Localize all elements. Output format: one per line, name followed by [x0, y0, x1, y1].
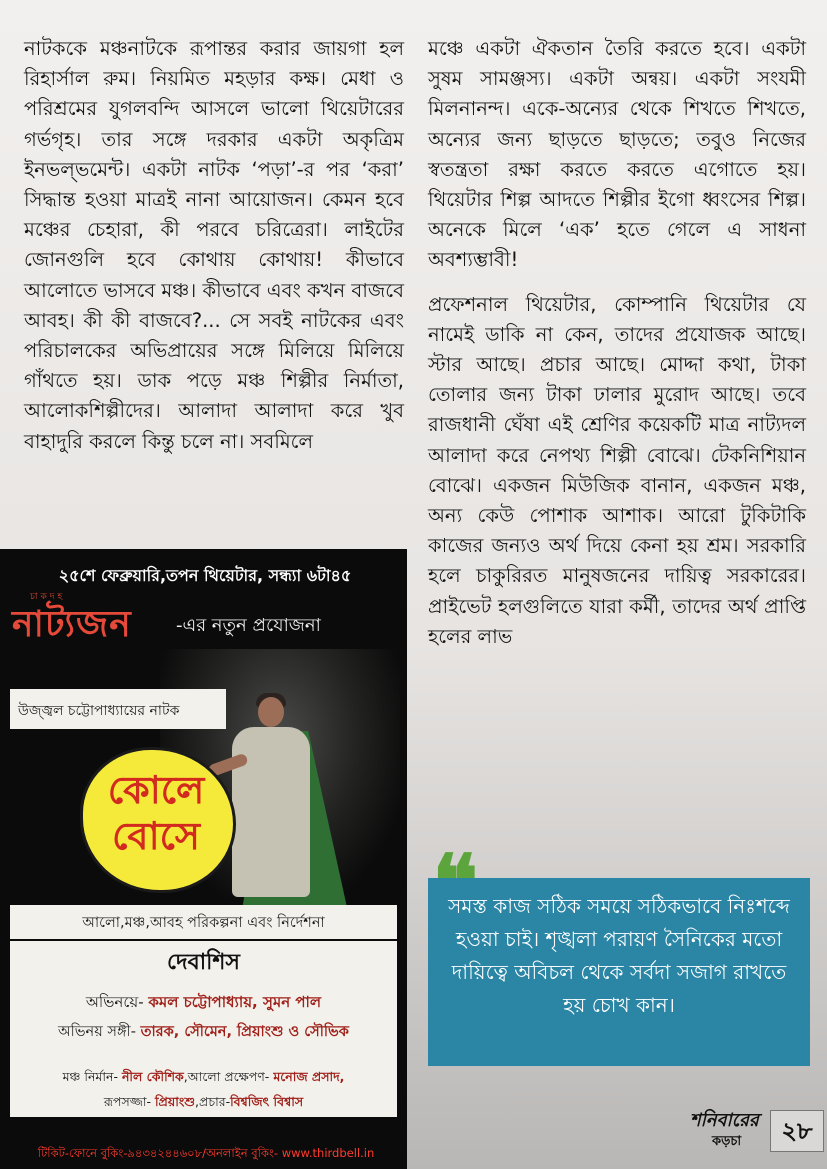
stage-name: নীল কৌশিক: [121, 1069, 184, 1084]
page-number: ২৮: [770, 1110, 824, 1152]
poster-director: দেবাশিস: [167, 950, 240, 975]
actress-figure-head: [258, 697, 284, 727]
light-name: মনোজ প্রসাদ,: [273, 1069, 345, 1084]
support-names: তারক, সৌমেন, প্রিয়াংশু ও সৌভিক: [140, 1024, 349, 1040]
article-right-column: [428, 34, 806, 652]
poster-credit-line: আলো,মঞ্চ,আবহ পরিকল্পনা এবং নির্দেশনা: [82, 915, 325, 931]
magazine-logo-line: কড়চা: [712, 1134, 742, 1149]
cast-names: কমল চট্টোপাধ্যায়, সুমন পাল: [148, 993, 322, 1011]
pull-quote: [428, 878, 810, 1066]
poster-crew-line: [10, 1069, 397, 1089]
poster-ticket-info: টিকিট-ফোনে বুকিং-৯৪৩৪২৪৪৬০৮/অনলাইন বুকিং- www.thirdbell.in: [37, 1146, 375, 1160]
stage-label: মঞ্চ নির্মান-: [62, 1069, 118, 1084]
poster-playwright: উজ্জ্বল চট্টোপাধ্যায়ের নাটক: [18, 703, 180, 719]
play-title: [96, 767, 216, 859]
play-title-line: কোলে: [107, 768, 205, 812]
poster-cast: [10, 991, 397, 1016]
publicity-label: ,প্রচার-: [195, 1094, 231, 1109]
makeup-label: রূপসজ্জা-: [103, 1094, 151, 1109]
article-paragraph: নাটককে মঞ্চনাটকে রূপান্তর করার জায়গা হল রিহার্সাল রুম। নিয়মিত মহড়ার কক্ষ। মেধা ও পরিশ্রমের যুগলবন্দি আসলে ভালো থিয়েটারের গর্ভগৃহ। তার সঙ্গে দরকার একটা অকৃত্রিম ইনভল্ভমেন্ট। একটা নাটক ‘পড়া’-র পর ‘করা’ সিদ্ধান্ত হওয়া মাত্রই নানা আয়োজন। কেমন হবে মঞ্চের চেহারা, কী পরবে চরিত্রেরা। লাইটের জোনগুলি হবে কোথায় কোথায়! কীভাবে আলোতে ভাসবে মঞ্চ। কীভাবে এবং কখন বাজবে আবহ। কী কী বাজবে?... সে সবই নাটকের এবং পরিচালকের অভিপ্রায়ের সঙ্গে মিলিয়ে মিলিয়ে গাঁথতে হয়। ডাক পড়ে মঞ্চ শিল্পীর নির্মাতা, আলোকশিল্পীদের। আলাদা আলাদা করে খুব বাহাদুরি করলে কিন্তু চলে না। সবমিলে: [24, 37, 404, 453]
magazine-logo: [690, 1104, 768, 1156]
magazine-logo-line: শনিবারের: [690, 1110, 759, 1131]
poster-new-production: -এর নতুন প্রযোজনা: [176, 615, 321, 636]
poster-group-logo: নাট্যজন: [12, 604, 132, 645]
actress-figure-body: [232, 727, 310, 897]
publicity-name: বিশ্বজিৎ বিশ্বাস: [230, 1094, 304, 1109]
article-paragraph: মঞ্চে একটা ঐকতান তৈরি করতে হবে। একটা সুষম সামঞ্জস্য। একটা অন্বয়। একটা সংযমী মিলনানন্দ। একে-অন্যের থেকে শিখতে শিখতে, অন্যের জন্য ছাড়তে ছাড়তে; তবুও নিজের স্বতন্ত্রতা রক্ষা করতে করতে এগোতে হয়। থিয়েটার শিল্প আদতে শিল্পীর ইগো ধ্বংসের শিল্প। অনেকে মিলে ‘এক’ হতে গেলে এ সাধনা অবশ্যম্ভাবী!: [428, 37, 806, 272]
light-label: ,আলো প্রক্ষেপণ-: [183, 1069, 270, 1084]
article-paragraph: প্রফেশনাল থিয়েটার, কোম্পানি থিয়েটার যে নামেই ডাকি না কেন, তাদের প্রযোজক আছে। স্টার আছে। প্রচার আছে। মোদ্দা কথা, টাকা তোলার জন্য টাকা ঢালার মুরোদ আছে। তবে রাজধানী ঘেঁষা এই শ্রেণির কয়েকটি মাত্র নাট্যদল আলাদা করে নেপথ্য শিল্পী বোঝে। টেকনিশিয়ান বোঝে। একজন মিউজিক বানান, একজন মঞ্চ, অন্য কেউ পোশাক আশাক। আরো টুকিটাকি কাজের জন্যও অর্থ দিয়ে কেনা হয় শ্রম। সরকারি হলে চাকুরিরত মানুষজনের দায়িত্ব সরকারের। প্রাইভেট হলগুলিতে যারা কর্মী, তাদের অর্থ প্রাপ্তি হলের লাভ: [428, 292, 806, 648]
poster-support-cast: [10, 1021, 397, 1045]
poster-date-venue: ২৫শে ফেব্রুয়ারি,তপন থিয়েটার, সন্ধ্যা ৬টা৪৫: [58, 566, 352, 585]
article-left-column: [24, 34, 404, 457]
play-poster: [0, 549, 407, 1169]
cast-label: অভিনয়ে-: [85, 993, 144, 1011]
play-title-line: বোসে: [112, 814, 200, 858]
poster-group-town: চাকদহ: [30, 592, 66, 602]
makeup-name: প্রিয়াংশু: [154, 1094, 196, 1109]
pull-quote-text: সমস্ত কাজ সঠিক সময়ে সঠিকভাবে নিঃশব্দে হওয়া চাই। শৃঙ্খলা পরায়ণ সৈনিকের মতো দায়িত্বে অবিচল থেকে সর্বদা সজাগ রাখতে হয় চোখ কান।: [448, 894, 790, 1017]
poster-crew-line: [10, 1094, 397, 1114]
support-label: অভিনয় সঙ্গী-: [58, 1024, 136, 1040]
